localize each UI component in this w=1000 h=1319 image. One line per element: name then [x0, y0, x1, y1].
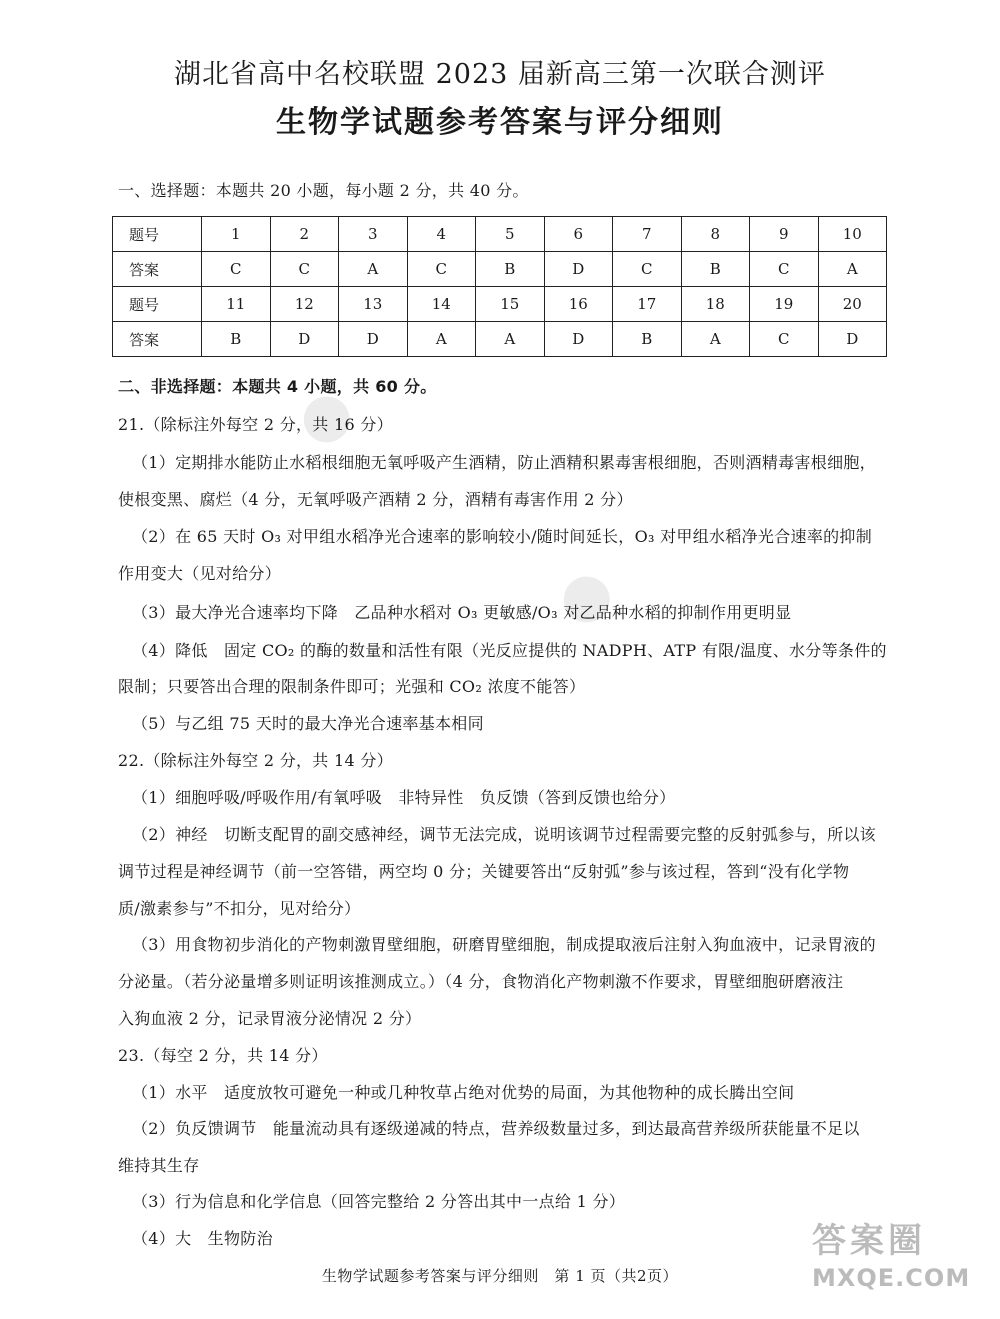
- question-number: 3: [339, 217, 408, 252]
- row-label: 答案: [113, 252, 202, 287]
- answer-cell: B: [476, 252, 545, 287]
- logo-top-text: 答案圈: [812, 1221, 926, 1261]
- question-number: 1: [202, 217, 271, 252]
- answer-cell: D: [339, 322, 408, 357]
- answer-cell: D: [270, 322, 339, 357]
- question-number: 9: [750, 217, 819, 252]
- answer-cell: C: [270, 252, 339, 287]
- question-number: 13: [339, 287, 408, 322]
- answer-line: （5）与乙组 75 天时的最大净光合速率基本相同: [132, 714, 484, 733]
- table-row: [113, 322, 887, 357]
- table-row: [113, 287, 887, 322]
- row-label: 题号: [113, 287, 202, 322]
- answer-cell: C: [750, 252, 819, 287]
- answer-cell: D: [544, 252, 613, 287]
- page-footer: 生物学试题参考答案与评分细则 第 1 页（共2页）: [321, 1267, 679, 1285]
- question-number: 5: [476, 217, 545, 252]
- question-number: 14: [407, 287, 476, 322]
- answer-line: 限制；只要答出合理的限制条件即可；光强和 CO₂ 浓度不能答）: [118, 677, 586, 696]
- answer-line: 分泌量。（若分泌量增多则证明该推测成立。）（4 分，食物消化产物刺激不作要求，胃壁细胞研磨液注: [118, 972, 844, 991]
- question-number: 19: [750, 287, 819, 322]
- answer-line: （2）神经 切断支配胃的副交感神经，调节无法完成，说明该调节过程需要完整的反射弧参与，所以该: [132, 825, 876, 844]
- question-number: 16: [544, 287, 613, 322]
- answer-line: （1）细胞呼吸/呼吸作用/有氧呼吸 非特异性 负反馈（答到反馈也给分）: [132, 788, 676, 807]
- answer-cell: B: [681, 252, 750, 287]
- question-number: 12: [270, 287, 339, 322]
- question-number: 20: [818, 287, 887, 322]
- answer-cell: B: [613, 322, 682, 357]
- question-number: 15: [476, 287, 545, 322]
- answer-cell: D: [544, 322, 613, 357]
- answer-cell: A: [407, 322, 476, 357]
- answer-line: 入狗血液 2 分，记录胃液分泌情况 2 分）: [118, 1009, 422, 1028]
- answer-line: 维持其生存: [118, 1156, 200, 1175]
- q21-heading: 21.（除标注外每空 2 分，共 16 分）: [118, 415, 393, 434]
- answer-cell: A: [339, 252, 408, 287]
- answer-line: （3）最大净光合速率均下降 乙品种水稻对 O₃ 更敏感/O₃ 对乙品种水稻的抑制作用更明显: [132, 603, 792, 622]
- answer-cell: A: [681, 322, 750, 357]
- question-number: 7: [613, 217, 682, 252]
- answer-cell: D: [818, 322, 887, 357]
- answer-line: （1）水平 适度放牧可避免一种或几种牧草占绝对优势的局面，为其他物种的成长腾出空间: [132, 1083, 795, 1102]
- watermark-logo: [812, 1213, 982, 1309]
- question-number: 10: [818, 217, 887, 252]
- question-number: 8: [681, 217, 750, 252]
- row-label: 题号: [113, 217, 202, 252]
- answer-cell: C: [202, 252, 271, 287]
- answer-line: 质/激素参与”不扣分，见对给分）: [118, 899, 361, 918]
- answer-cell: C: [613, 252, 682, 287]
- answer-line: （3）行为信息和化学信息（回答完整给 2 分答出其中一点给 1 分）: [132, 1192, 626, 1211]
- answer-cell: C: [750, 322, 819, 357]
- answer-cell: B: [202, 322, 271, 357]
- question-number: 18: [681, 287, 750, 322]
- question-number: 11: [202, 287, 271, 322]
- answer-line: （1）定期排水能防止水稻根细胞无氧呼吸产生酒精，防止酒精积累毒害根细胞，否则酒精毒害根细胞，: [132, 453, 876, 472]
- answer-line: （4）大 生物防治: [132, 1229, 273, 1248]
- answer-line: 调节过程是神经调节（前一空答错，两空均 0 分；关键要答出“反射弧”参与该过程，答到“没有化学物: [118, 862, 850, 881]
- q22-heading: 22.（除标注外每空 2 分，共 14 分）: [118, 751, 393, 770]
- answer-cell: C: [407, 252, 476, 287]
- q23-heading: 23.（每空 2 分，共 14 分）: [118, 1046, 328, 1065]
- answer-line: （2）负反馈调节 能量流动具有逐级递减的特点，营养级数量过多，到达最高营养级所获能量不足以: [132, 1119, 860, 1138]
- table-row: [113, 252, 887, 287]
- row-label: 答案: [113, 322, 202, 357]
- document-subtitle: 生物学试题参考答案与评分细则: [276, 105, 724, 140]
- section2-heading: 二、非选择题：本题共 4 小题，共 60 分。: [118, 377, 437, 396]
- answer-line: （2）在 65 天时 O₃ 对甲组水稻净光合速率的影响较小/随时间延长，O₃ 对甲组水稻净光合速率的抑制: [132, 527, 873, 546]
- watermark: ●: [555, 556, 617, 634]
- logo-bottom-text: MXQE.COM: [812, 1264, 971, 1292]
- answer-line: （3）用食物初步消化的产物刺激胃壁细胞，研磨胃壁细胞，制成提取液后注射入狗血液中，记录胃液的: [132, 935, 876, 954]
- watermark: ●: [295, 376, 357, 454]
- question-number: 6: [544, 217, 613, 252]
- question-number: 4: [407, 217, 476, 252]
- section1-heading: 一、选择题：本题共 20 小题，每小题 2 分，共 40 分。: [118, 181, 529, 200]
- table-row: [113, 217, 887, 252]
- answer-cell: A: [818, 252, 887, 287]
- answer-line: （4）降低 固定 CO₂ 的酶的数量和活性有限（光反应提供的 NADPH、ATP 有限/温度、水分等条件的: [132, 641, 887, 660]
- document-title: 湖北省高中名校联盟 2023 届新高三第一次联合测评: [174, 59, 826, 90]
- answer-line: 使根变黑、腐烂（4 分，无氧呼吸产酒精 2 分，酒精有毒害作用 2 分）: [118, 490, 633, 509]
- answer-cell: A: [476, 322, 545, 357]
- answer-line: 作用变大（见对给分）: [118, 564, 282, 583]
- question-number: 2: [270, 217, 339, 252]
- answer-table: [112, 216, 887, 357]
- question-number: 17: [613, 287, 682, 322]
